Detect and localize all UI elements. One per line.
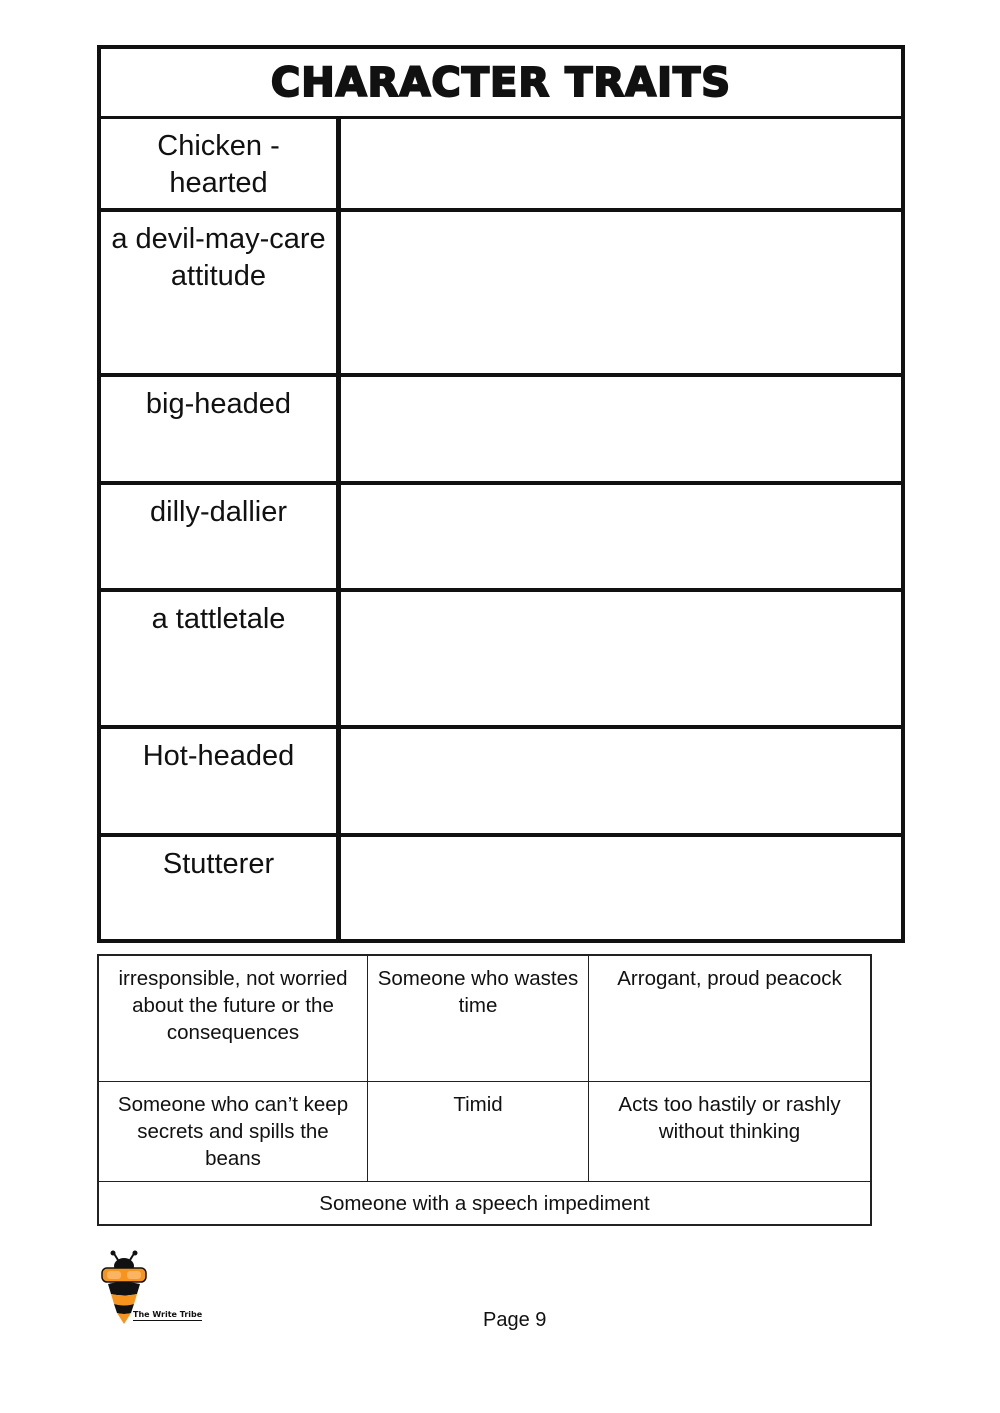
trait-term: a devil-may-care attitude <box>101 212 341 373</box>
trait-answer-cell[interactable] <box>341 119 901 208</box>
trait-answer-cell[interactable] <box>341 377 901 481</box>
trait-answer-cell[interactable] <box>341 837 901 939</box>
character-traits-table <box>97 45 905 943</box>
trait-term: Stutterer <box>101 837 341 939</box>
trait-row <box>101 377 901 485</box>
definitions-row <box>99 1082 870 1182</box>
trait-row <box>101 837 901 939</box>
trait-row <box>101 212 901 377</box>
trait-row <box>101 592 901 729</box>
trait-term: big-headed <box>101 377 341 481</box>
brand-name: The Write Tribe <box>133 1310 203 1319</box>
trait-row <box>101 119 901 212</box>
definitions-row <box>99 1182 870 1224</box>
trait-term: Chicken - hearted <box>101 119 341 208</box>
trait-term: dilly-dallier <box>101 485 341 588</box>
title-row <box>101 49 901 119</box>
definition-cell[interactable]: Timid <box>368 1082 589 1181</box>
definitions-row <box>99 956 870 1082</box>
definition-cell[interactable]: Someone who can’t keep secrets and spills the beans <box>99 1082 368 1181</box>
trait-answer-cell[interactable] <box>341 729 901 833</box>
trait-answer-cell[interactable] <box>341 212 901 373</box>
trait-row <box>101 485 901 592</box>
page-title: CHARACTER TRAITS <box>270 59 732 106</box>
trait-answer-cell[interactable] <box>341 485 901 588</box>
definition-cell[interactable]: Arrogant, proud peacock <box>617 967 842 990</box>
definition-cell[interactable]: irresponsible, not worried about the future or the consequences <box>99 956 368 1081</box>
definitions-table <box>97 954 872 1226</box>
definition-cell[interactable]: Someone who wastes time <box>368 956 589 1081</box>
trait-term: Hot-headed <box>101 729 341 833</box>
definition-cell[interactable]: Acts too hastily or rashly without thinking <box>618 1093 841 1143</box>
trait-row <box>101 729 901 837</box>
trait-answer-cell[interactable] <box>341 592 901 725</box>
page-number: Page 9 <box>483 1309 547 1331</box>
definition-cell[interactable]: Someone with a speech impediment <box>319 1192 650 1215</box>
trait-term: a tattletale <box>101 592 341 725</box>
